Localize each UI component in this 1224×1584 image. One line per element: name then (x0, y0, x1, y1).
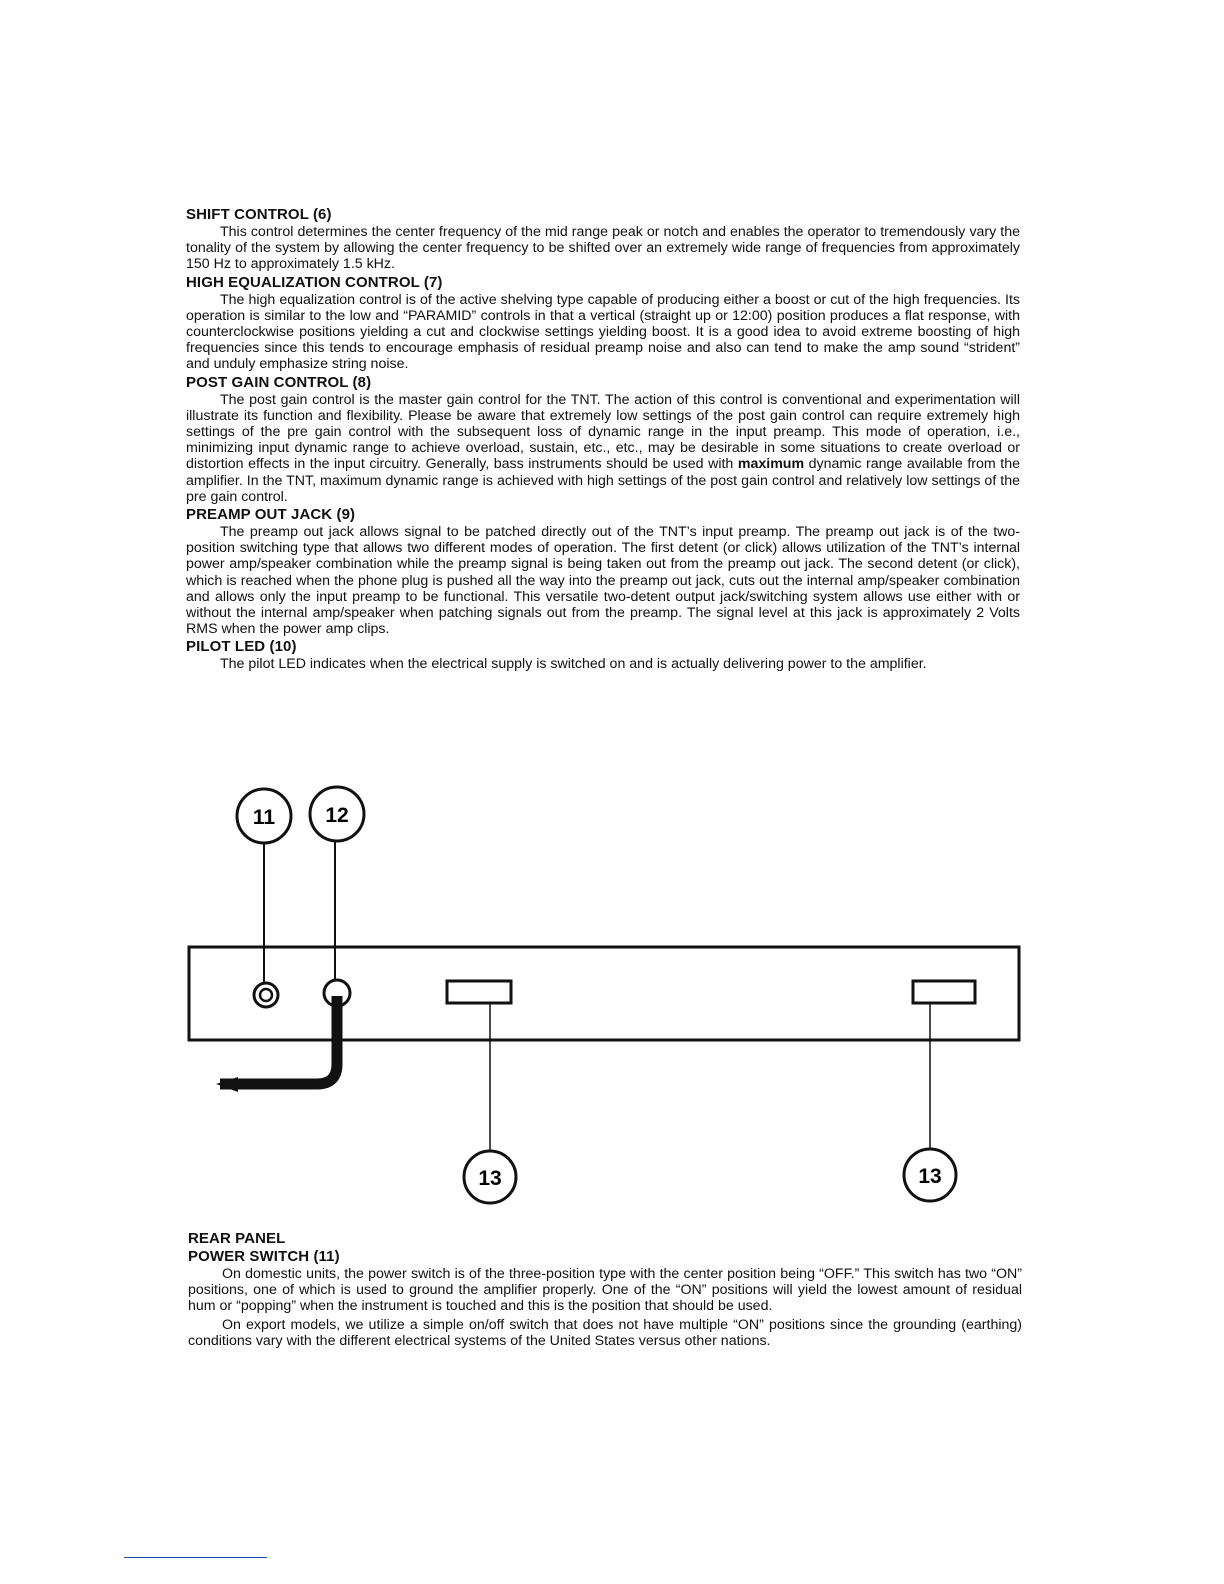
manual-text (186, 206, 1020, 674)
callout-13-right (904, 1003, 956, 1201)
rear-panel-outline (189, 947, 1019, 1040)
section-shift-control (186, 206, 1020, 273)
callout-label: 11 (252, 806, 276, 829)
section-pilot-led (186, 638, 1020, 672)
paragraph-text-after: dynamic range available from the amplifier. In the TNT, maximum dynamic range is achieved with high settings of the post gain control and relatively low settings of the pre gain control. (186, 456, 1020, 505)
section-heading: PREAMP OUT JACK (9) (186, 506, 356, 524)
panel-component-left (447, 981, 511, 1003)
section-paragraph (186, 392, 1020, 505)
section-heading: SHIFT CONTROL (6) (186, 206, 332, 223)
section-paragraph: The preamp out jack allows signal to be patched directly out of the TNT’s input preamp. The preamp out jack is of the two-position switching type that allows two different modes of operation. The first detent (or click) allows utilization of the TNT’s internal power amp/speaker combination while the preamp signal is being taken out from the preamp out jack. The second detent (or click), which is reached when the phone plug is pushed all the way into the preamp out jack, cuts out the internal amp/speaker combination and allows only the input preamp to be functional. This versatile two-detent output jack/switching system allows use either with or without the internal amp/speaker when patching signals out from the preamp. The signal level at this jack is approximately 2 Volts RMS when the power amp clips. (186, 524, 1020, 638)
footer-rule (124, 1557, 267, 1558)
callout-11 (237, 789, 291, 982)
panel-component-right (913, 981, 975, 1003)
rear-panel-section (188, 1230, 1022, 1349)
power-cord-icon (216, 980, 350, 1092)
section-heading: POST GAIN CONTROL (8) (186, 373, 372, 391)
rear-panel-heading: REAR PANEL (188, 1230, 286, 1247)
section-heading: HIGH EQUALIZATION CONTROL (7) (186, 273, 443, 291)
callout-label: 13 (478, 1167, 502, 1190)
callout-12 (310, 787, 364, 982)
section-paragraph: The high equalization control is of the active shelving type capable of producing either a boost or cut of the high frequencies. Its operation is similar to the low and “PARAMID” controls in that a vertical (straight up or 12:00) position produces a flat response, with counterclockwise positions yielding a cut and clockwise settings yielding boost. It is a good idea to avoid extreme boosting of high frequencies since this tends to encourage emphasis of residual preamp noise and also can tend to make the amp sound “strident” and unduly emphasize string noise. (186, 291, 1020, 373)
section-paragraph: This control determines the center frequency of the mid range peak or notch and enables the operator to tremendously vary the tonality of the system by allowing the center frequency to be shifted over an extremely wide range of frequencies from approximately 150 Hz to approximately 1.5 kHz. (186, 224, 1020, 273)
power-switch-icon (254, 983, 278, 1007)
emphasis-text: maximum (737, 456, 805, 473)
section-heading: PILOT LED (10) (186, 638, 297, 656)
power-switch-heading: POWER SWITCH (11) (188, 1248, 340, 1265)
paragraph-text-before: The post gain control is the master gain control for the TNT. The action of this control is conventional and experimentation will illustrate its function and flexibility. Please be aware that extremely low settings of the post gain control can require extremely high settings of the pre gain control with the subsequent loss of dynamic range in the input preamp. This mode of operation, i.e., minimizing input dynamic range to achieve overload, sustain, etc., etc., may be desirable in some situations to create overload or distortion effects in the input circuitry. Generally, bass instruments should be used with (186, 391, 1020, 473)
section-paragraph: On export models, we utilize a simple on/off switch that does not have multiple “ON” positions since the grounding (earthing) conditions vary with the different electrical systems of the United States versus other nations. (188, 1316, 1022, 1349)
section-paragraph: On domestic units, the power switch is of the three-position type with the center position being “OFF.” This switch has two “ON” positions, one of which is used to ground the amplifier properly. One of the “ON” positions will yield the lowest amount of residual hum or “popping” when the instrument is touched and this is the position that should be used. (188, 1266, 1022, 1315)
section-post-gain-control (186, 374, 1020, 505)
section-high-eq-control (186, 274, 1020, 373)
section-paragraph: The pilot LED indicates when the electrical supply is switched on and is actually delivering power to the amplifier. (220, 656, 927, 673)
callout-label: 13 (918, 1165, 942, 1188)
rear-panel-diagram (180, 784, 1030, 1214)
section-preamp-out-jack (186, 506, 1020, 637)
callout-13-left (464, 1003, 516, 1203)
callout-label: 12 (325, 804, 349, 827)
